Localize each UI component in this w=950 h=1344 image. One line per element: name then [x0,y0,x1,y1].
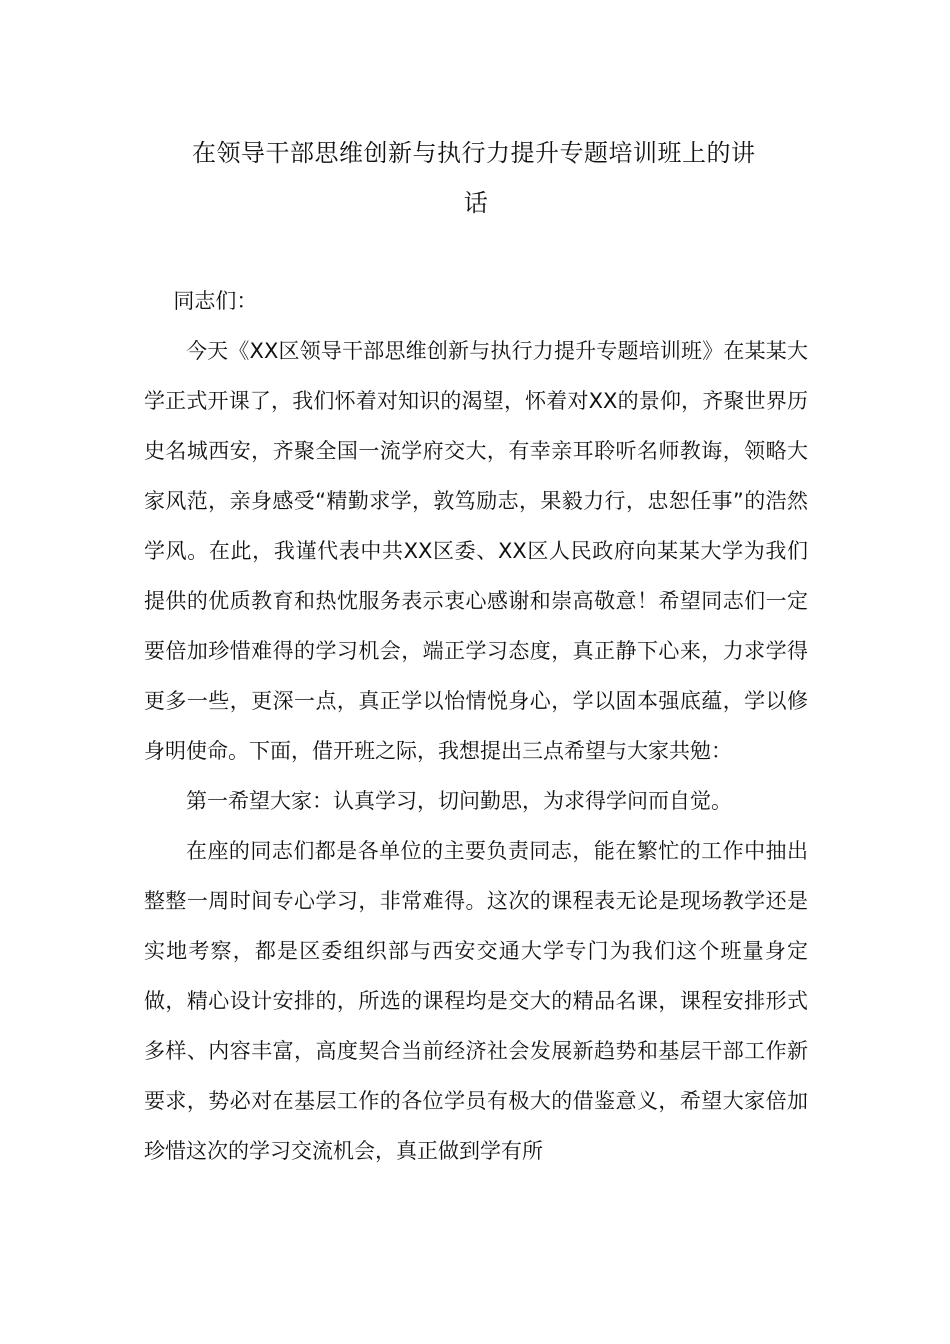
salutation: 同志们： [173,289,258,313]
document-title [144,128,808,228]
title-line-1: 在领导干部思维创新与执行力提升专题培训班上的讲 [192,139,756,167]
paragraph-intro: 今天《XX区领导干部思维创新与执行力提升专题培训班》在某某大学正式开课了，我们怀着对知识的渴望，怀着对XX的景仰，齐聚世界历史名城西安，齐聚全国一流学府交大，有幸亲耳聆听名师教诲，领略大家风范，亲身感受“精勤求学，敦笃励志，果毅力行，忠恕任事”的浩然学风。在此，我谨代表中共XX区委、XX区人民政府向某某大学为我们提供的优质教育和热忱服务表示衷心感谢和崇高敬意！希望同志们一定要倍加珍惜难得的学习机会，端正学习态度，真正静下心来，力求学得更多一些，更深一点，真正学以怡情悦身心，学以固本强底蕴，学以修身明使命。下面，借开班之际，我想提出三点希望与大家共勉： [144,339,808,763]
paragraph-first-hope: 第一希望大家：认真学习，切问勤思，为求得学问而自觉。 [186,789,732,813]
document-body [144,276,808,1176]
title-line-2: 话 [463,189,489,217]
paragraph-study-opportunity: 在座的同志们都是各单位的主要负责同志，能在繁忙的工作中抽出整整一周时间专心学习，非常难得。这次的课程表无论是现场教学还是实地考察，都是区委组织部与西安交通大学专门为我们这个班量身定做，精心设计安排的，所选的课程均是交大的精品名课，课程安排形式多样、内容丰富，高度契合当前经济社会发展新趋势和基层干部工作新要求，势必对在基层工作的各位学员有极大的借鉴意义，希望大家倍加珍惜这次的学习交流机会，真正做到学有所 [144,839,808,1163]
